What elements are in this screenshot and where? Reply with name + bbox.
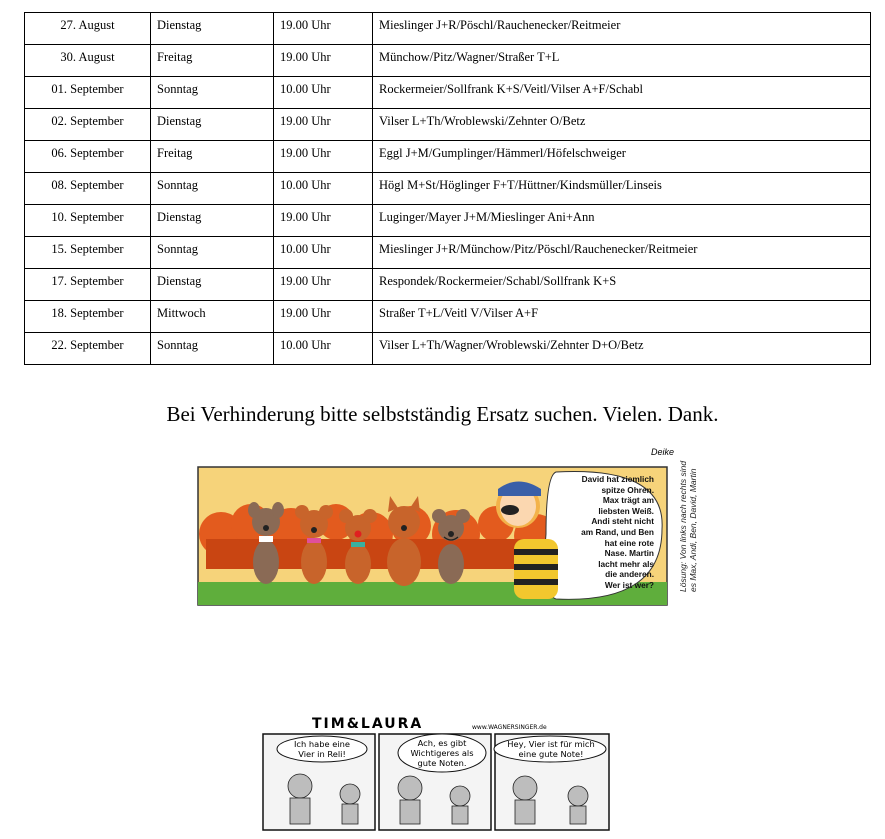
bubble-line: Vier in Reli! <box>298 749 346 759</box>
schedule-cell-time: 19.00 Uhr <box>274 45 373 77</box>
schedule-cell-time: 19.00 Uhr <box>274 269 373 301</box>
riddle-text <box>558 474 654 591</box>
schedule-cell-time: 10.00 Uhr <box>274 77 373 109</box>
schedule-row <box>25 45 871 77</box>
comic-illustration <box>260 716 612 834</box>
schedule-cell-day: Freitag <box>151 45 274 77</box>
schedule-cell-time: 19.00 Uhr <box>274 301 373 333</box>
bubble-line: Ach, es gibt <box>417 738 467 748</box>
schedule-row <box>25 141 871 173</box>
riddle-line: die anderen. <box>605 569 654 580</box>
schedule-cell-day: Dienstag <box>151 269 274 301</box>
schedule-cell-day: Dienstag <box>151 205 274 237</box>
schedule-cell-time: 10.00 Uhr <box>274 173 373 205</box>
schedule-cell-time: 10.00 Uhr <box>274 237 373 269</box>
comic-logo: TIM&LAURA <box>312 716 424 732</box>
schedule-cell-day: Freitag <box>151 141 274 173</box>
riddle-line: Max trägt am <box>602 495 654 506</box>
schedule-cell-day: Sonntag <box>151 237 274 269</box>
schedule-cell-names: Mieslinger J+R/Pöschl/Rauchenecker/Reitmeier <box>373 13 871 45</box>
schedule-row <box>25 77 871 109</box>
schedule-cell-date: 10. September <box>25 205 151 237</box>
schedule-cell-names: Högl M+St/Höglinger F+T/Hüttner/Kindsmüller/Linseis <box>373 173 871 205</box>
schedule-cell-day: Dienstag <box>151 109 274 141</box>
schedule-cell-date: 27. August <box>25 13 151 45</box>
bubble-line: Ich habe eine <box>293 739 351 749</box>
schedule-body <box>25 13 871 365</box>
schedule-cell-date: 01. September <box>25 77 151 109</box>
notice-text: Bei Verhinderung bitte selbstständig Ersatz suchen. Vielen. Dank. <box>166 402 719 426</box>
comic-bubble-1 <box>280 739 364 759</box>
tim-laura-comic <box>260 716 612 834</box>
schedule-cell-day: Mittwoch <box>151 301 274 333</box>
bubble-line: gute Noten. <box>417 758 467 768</box>
bubble-line: Wichtigeres als <box>410 748 474 758</box>
cartoon-author: Deike <box>651 447 675 457</box>
riddle-line: Wer ist wer? <box>604 579 654 590</box>
schedule-cell-names: Münchow/Pitz/Wagner/Straßer T+L <box>373 45 871 77</box>
schedule-cell-names: Vilser L+Th/Wagner/Wroblewski/Zehnter D+O/Betz <box>373 333 871 365</box>
schedule-cell-date: 06. September <box>25 141 151 173</box>
schedule-cell-time: 19.00 Uhr <box>274 13 373 45</box>
riddle-line: Nase. Martin <box>604 548 654 559</box>
schedule-cell-date: 22. September <box>25 333 151 365</box>
schedule-cell-date: 02. September <box>25 109 151 141</box>
schedule-cell-day: Dienstag <box>151 13 274 45</box>
schedule-cell-names: Respondek/Rockermeier/Schabl/Sollfrank K+S <box>373 269 871 301</box>
schedule-cell-time: 10.00 Uhr <box>274 333 373 365</box>
schedule-cell-time: 19.00 Uhr <box>274 109 373 141</box>
schedule-cell-names: Eggl J+M/Gumplinger/Hämmerl/Höfelschweiger <box>373 141 871 173</box>
schedule-cell-time: 19.00 Uhr <box>274 141 373 173</box>
schedule-cell-names: Straßer T+L/Veitl V/Vilser A+F <box>373 301 871 333</box>
riddle-line: lacht mehr als <box>598 558 654 569</box>
riddle-line: spitze Ohren. <box>601 484 654 495</box>
schedule-cell-day: Sonntag <box>151 333 274 365</box>
schedule-row <box>25 269 871 301</box>
schedule-cell-names: Rockermeier/Sollfrank K+S/Veitl/Vilser A+F/Schabl <box>373 77 871 109</box>
schedule-cell-names: Luginger/Mayer J+M/Mieslinger Ani+Ann <box>373 205 871 237</box>
schedule-cell-date: 17. September <box>25 269 151 301</box>
schedule-row <box>25 237 871 269</box>
riddle-line: liebsten Weiß. <box>598 505 654 516</box>
comic-bubble-3 <box>496 739 606 759</box>
schedule-cell-time: 19.00 Uhr <box>274 205 373 237</box>
comic-bubble-2 <box>400 738 484 768</box>
schedule-cell-date: 08. September <box>25 173 151 205</box>
schedule-row <box>25 333 871 365</box>
schedule-row <box>25 173 871 205</box>
riddle-line: David hat ziemlich <box>581 474 654 484</box>
schedule-cell-names: Mieslinger J+R/Münchow/Pitz/Pöschl/Rauchenecker/Reitmeier <box>373 237 871 269</box>
schedule-cell-date: 18. September <box>25 301 151 333</box>
schedule-cell-day: Sonntag <box>151 173 274 205</box>
schedule-table <box>24 12 871 365</box>
schedule-cell-names: Vilser L+Th/Wroblewski/Zehnter O/Betz <box>373 109 871 141</box>
schedule-row <box>25 205 871 237</box>
schedule-row <box>25 301 871 333</box>
riddle-line: hat eine rote <box>604 537 654 548</box>
schedule-row <box>25 109 871 141</box>
mouse-riddle-cartoon <box>196 444 696 619</box>
bubble-line: eine gute Note! <box>518 749 584 759</box>
solution-line: Lösung: Von links nach rechts sind <box>678 460 688 592</box>
schedule-row <box>25 13 871 45</box>
riddle-line: Andi steht nicht <box>591 516 654 527</box>
riddle-line: am Rand, und Ben <box>581 526 654 537</box>
bubble-line: Hey, Vier ist für mich <box>507 739 595 749</box>
comic-website: www.WAGNERSINGER.de <box>472 724 547 731</box>
schedule-cell-day: Sonntag <box>151 77 274 109</box>
schedule-cell-date: 15. September <box>25 237 151 269</box>
solution-line: es Max, Andi, Ben, David, Martin <box>688 468 698 592</box>
schedule-cell-date: 30. August <box>25 45 151 77</box>
riddle-solution <box>678 452 698 592</box>
